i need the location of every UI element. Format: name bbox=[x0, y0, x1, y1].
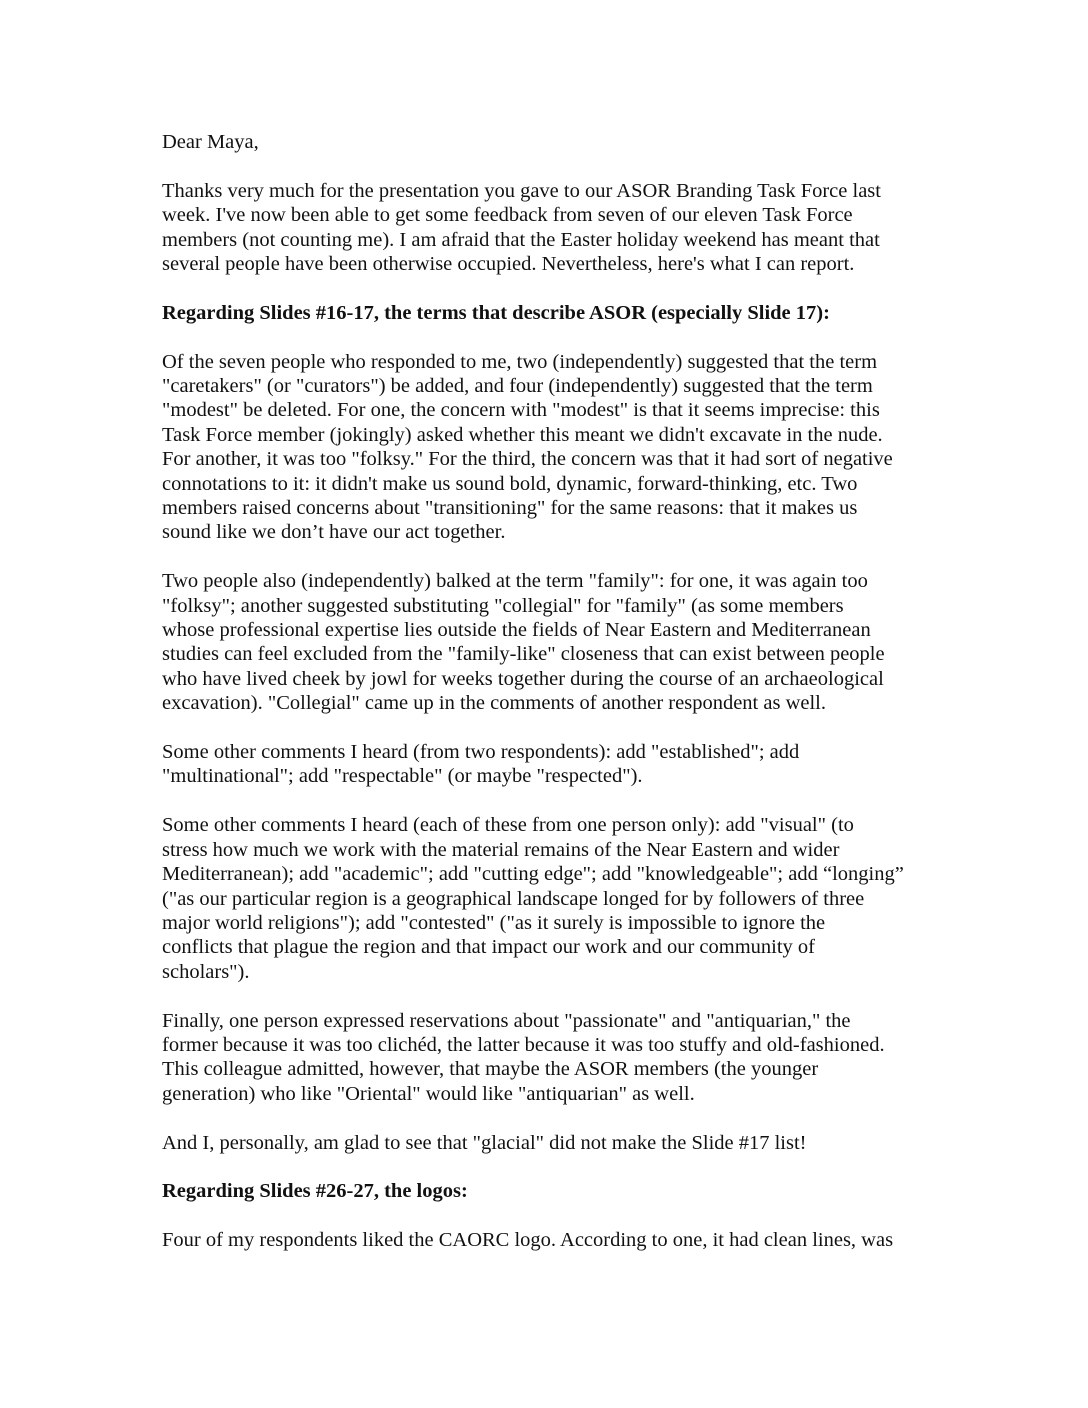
section-heading-slides-16-17: Regarding Slides #16-17, the terms that describe ASOR (especially Slide 17): bbox=[162, 301, 830, 324]
paragraph-intro: Thanks very much for the presentation you gave to our ASOR Branding Task Force last week. I've now been able to get some feedback from seven of our eleven Task Force members (not counting me). I am afraid that the Easter holiday weekend has meant that several people have been otherwise occupied. Nevertheless, here's what I can report. bbox=[162, 179, 881, 276]
paragraph-family: Two people also (independently) balked at the term "family": for one, it was again too "folksy"; another suggested substituting "collegial" for "family" (as some members whose professional expertise lies outside the fields of Near Eastern and Mediterranean studies can feel excluded from the "family-like" closeness that can exist between people who have lived cheek by jowl for weeks together during the course of an archaeological excavation). "Collegial" came up in the comments of another respondent as well. bbox=[162, 570, 885, 715]
paragraph-glacial: And I, personally, am glad to see that "glacial" did not make the Slide #17 list! bbox=[162, 1131, 807, 1154]
paragraph-caretakers-modest: Of the seven people who responded to me, two (independently) suggested that the term "caretakers" (or "curators") be added, and four (independently) suggested that the term "modest" be deleted. For one, the concern with "modest" is that it seems imprecise: this Task Force member (jokingly) asked whether this meant we didn't excavate in the nude. For another, it was too "folksy." For the third, the concern was that it had sort of negative connotations to it: it didn't make us sound bold, dynamic, forward-thinking, etc. Two members raised concerns about "transitioning" for the same reasons: that it makes us sound like we don’t have our act together. bbox=[162, 350, 893, 544]
paragraph-two-respondents: Some other comments I heard (from two respondents): add "established"; add "multinational"; add "respectable" (or maybe "respected"). bbox=[162, 741, 800, 788]
paragraph-logos: Four of my respondents liked the CAORC logo. According to one, it had clean lines, was bbox=[162, 1229, 894, 1252]
paragraph-reservations: Finally, one person expressed reservations about "passionate" and "antiquarian," the former because it was too clichéd, the latter because it was too stuffy and old-fashioned. This colleague admitted, however, that maybe the ASOR members (the younger generation) who like "Oriental" would like "antiquarian" as well. bbox=[162, 1009, 885, 1105]
section-heading-slides-26-27: Regarding Slides #26-27, the logos: bbox=[162, 1180, 468, 1203]
paragraph-one-person: Some other comments I heard (each of these from one person only): add "visual" (to stress how much we work with the material remains of the Near Eastern and wider Mediterranean); add "academic"; add "cutting edge"; add "knowledgeable"; add “longing” ("as our particular region is a geographical landscape longed for by followers of three major world religions"); add "contested" ("as it surely is impossible to ignore the conflicts that plague the region and that impact our work and our community of scholars"). bbox=[162, 814, 904, 983]
salutation: Dear Maya, bbox=[162, 131, 259, 153]
letter-page bbox=[162, 130, 952, 1277]
